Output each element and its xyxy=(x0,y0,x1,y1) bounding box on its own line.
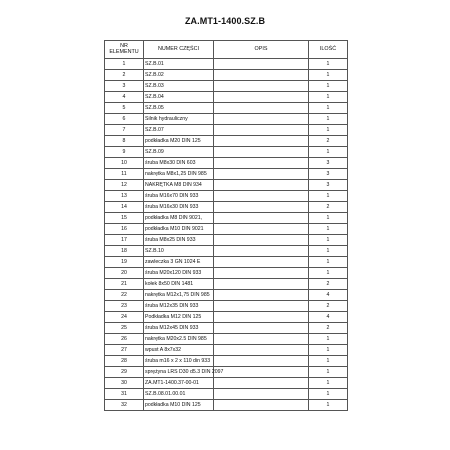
table-row xyxy=(105,169,348,180)
table-body xyxy=(105,59,348,411)
part-number-cell: SZ.B.02 xyxy=(144,70,214,81)
description-cell xyxy=(214,169,309,180)
part-number-cell: sprężyna LRS D30 d5.3 DIN 2097 xyxy=(144,367,214,378)
row-number-cell: 2 xyxy=(105,70,144,81)
table-row xyxy=(105,125,348,136)
description-cell xyxy=(214,246,309,257)
quantity-cell: 1 xyxy=(309,235,348,246)
description-cell xyxy=(214,224,309,235)
column-header-quantity: ILOŚĆ xyxy=(309,41,348,59)
part-number-cell: nakrętka M12x1,75 DIN 985 xyxy=(144,290,214,301)
description-cell xyxy=(214,268,309,279)
quantity-cell: 1 xyxy=(309,92,348,103)
table-row xyxy=(105,367,348,378)
description-cell xyxy=(214,103,309,114)
part-number-cell: nakrętka M20x2.5 DIN 985 xyxy=(144,334,214,345)
part-number-cell: wpust A 8x7x32 xyxy=(144,345,214,356)
quantity-cell: 1 xyxy=(309,334,348,345)
description-cell xyxy=(214,92,309,103)
column-header-nr: NR ELEMENTU xyxy=(105,41,144,59)
table-row xyxy=(105,81,348,92)
table-row xyxy=(105,257,348,268)
quantity-cell: 1 xyxy=(309,378,348,389)
document-title: ZA.MT1-1400.SZ.B xyxy=(184,16,266,26)
description-cell xyxy=(214,235,309,246)
column-header-part-number: NUMER CZĘŚCI xyxy=(144,41,214,59)
row-number-cell: 22 xyxy=(105,290,144,301)
quantity-cell: 2 xyxy=(309,323,348,334)
quantity-cell: 1 xyxy=(309,345,348,356)
row-number-cell: 27 xyxy=(105,345,144,356)
part-number-cell: SZ.B.10 xyxy=(144,246,214,257)
description-cell xyxy=(214,389,309,400)
part-number-cell: SZ.B.03 xyxy=(144,81,214,92)
part-number-cell: podkładka M8 DIN 9021, xyxy=(144,213,214,224)
part-number-cell: śruba M12x35 DIN 933 xyxy=(144,301,214,312)
row-number-cell: 14 xyxy=(105,202,144,213)
description-cell xyxy=(214,125,309,136)
description-cell xyxy=(214,378,309,389)
part-number-cell: zawleczka 3 GN 1024 E xyxy=(144,257,214,268)
table-row xyxy=(105,323,348,334)
description-cell xyxy=(214,290,309,301)
quantity-cell: 1 xyxy=(309,103,348,114)
row-number-cell: 26 xyxy=(105,334,144,345)
quantity-cell: 1 xyxy=(309,257,348,268)
quantity-cell: 3 xyxy=(309,180,348,191)
quantity-cell: 1 xyxy=(309,70,348,81)
row-number-cell: 23 xyxy=(105,301,144,312)
row-number-cell: 1 xyxy=(105,59,144,70)
row-number-cell: 3 xyxy=(105,81,144,92)
quantity-cell: 1 xyxy=(309,213,348,224)
description-cell xyxy=(214,202,309,213)
table-row xyxy=(105,158,348,169)
column-header-description: OPIS xyxy=(214,41,309,59)
quantity-cell: 1 xyxy=(309,224,348,235)
row-number-cell: 9 xyxy=(105,147,144,158)
quantity-cell: 1 xyxy=(309,147,348,158)
row-number-cell: 15 xyxy=(105,213,144,224)
table-row xyxy=(105,103,348,114)
part-number-cell: podkładka M10 DIN 9021 xyxy=(144,224,214,235)
part-number-cell: Silnik hydrauliczny xyxy=(144,114,214,125)
description-cell xyxy=(214,136,309,147)
quantity-cell: 3 xyxy=(309,158,348,169)
part-number-cell: śruba M12x45 DIN 933 xyxy=(144,323,214,334)
quantity-cell: 1 xyxy=(309,367,348,378)
row-number-cell: 12 xyxy=(105,180,144,191)
row-number-cell: 30 xyxy=(105,378,144,389)
table-row xyxy=(105,70,348,81)
table-row xyxy=(105,92,348,103)
part-number-cell: śruba M20x120 DIN 933 xyxy=(144,268,214,279)
description-cell xyxy=(214,356,309,367)
part-number-cell: śruba M8x30 DIN 603 xyxy=(144,158,214,169)
part-number-cell: ZA.MT1-1400.37-00-01 xyxy=(144,378,214,389)
part-number-cell: SZ.B.04 xyxy=(144,92,214,103)
table-row xyxy=(105,389,348,400)
row-number-cell: 20 xyxy=(105,268,144,279)
row-number-cell: 32 xyxy=(105,400,144,411)
description-cell xyxy=(214,367,309,378)
table-row xyxy=(105,213,348,224)
quantity-cell: 2 xyxy=(309,136,348,147)
description-cell xyxy=(214,400,309,411)
quantity-cell: 2 xyxy=(309,202,348,213)
quantity-cell: 1 xyxy=(309,356,348,367)
table-row xyxy=(105,356,348,367)
description-cell xyxy=(214,81,309,92)
description-cell xyxy=(214,257,309,268)
quantity-cell: 1 xyxy=(309,81,348,92)
description-cell xyxy=(214,301,309,312)
row-number-cell: 8 xyxy=(105,136,144,147)
table-row xyxy=(105,301,348,312)
row-number-cell: 11 xyxy=(105,169,144,180)
quantity-cell: 1 xyxy=(309,59,348,70)
description-cell xyxy=(214,323,309,334)
row-number-cell: 6 xyxy=(105,114,144,125)
row-number-cell: 28 xyxy=(105,356,144,367)
part-number-cell: śruba M16x30 DIN 933 xyxy=(144,202,214,213)
row-number-cell: 25 xyxy=(105,323,144,334)
row-number-cell: 24 xyxy=(105,312,144,323)
part-number-cell: nakrętka M8x1,25 DIN 985 xyxy=(144,169,214,180)
part-number-cell: śruba M8x25 DIN 933 xyxy=(144,235,214,246)
row-number-cell: 5 xyxy=(105,103,144,114)
row-number-cell: 19 xyxy=(105,257,144,268)
part-number-cell: podkładka M10 DIN 125 xyxy=(144,400,214,411)
description-cell xyxy=(214,180,309,191)
description-cell xyxy=(214,334,309,345)
description-cell xyxy=(214,114,309,125)
row-number-cell: 18 xyxy=(105,246,144,257)
table-row xyxy=(105,202,348,213)
table-row xyxy=(105,191,348,202)
table-row xyxy=(105,400,348,411)
table-row xyxy=(105,290,348,301)
table-row xyxy=(105,279,348,290)
row-number-cell: 17 xyxy=(105,235,144,246)
quantity-cell: 1 xyxy=(309,191,348,202)
quantity-cell: 4 xyxy=(309,312,348,323)
part-number-cell: SZ.B.07 xyxy=(144,125,214,136)
quantity-cell: 1 xyxy=(309,114,348,125)
description-cell xyxy=(214,147,309,158)
parts-list-table xyxy=(104,40,348,411)
quantity-cell: 4 xyxy=(309,290,348,301)
quantity-cell: 1 xyxy=(309,389,348,400)
description-cell xyxy=(214,158,309,169)
part-number-cell: SZ.B.08.01.00.01 xyxy=(144,389,214,400)
quantity-cell: 1 xyxy=(309,125,348,136)
table-row xyxy=(105,312,348,323)
row-number-cell: 21 xyxy=(105,279,144,290)
table-row xyxy=(105,114,348,125)
description-cell xyxy=(214,70,309,81)
row-number-cell: 13 xyxy=(105,191,144,202)
part-number-cell: Podkładka M12 DIN 125 xyxy=(144,312,214,323)
table-row xyxy=(105,334,348,345)
table-row xyxy=(105,147,348,158)
description-cell xyxy=(214,345,309,356)
description-cell xyxy=(214,59,309,70)
part-number-cell: kołek 8x50 DIN 1481 xyxy=(144,279,214,290)
table-row xyxy=(105,378,348,389)
quantity-cell: 1 xyxy=(309,246,348,257)
description-cell xyxy=(214,213,309,224)
row-number-cell: 29 xyxy=(105,367,144,378)
part-number-cell: SZ.B.01 xyxy=(144,59,214,70)
part-number-cell: podkładka M20 DIN 125 xyxy=(144,136,214,147)
table-row xyxy=(105,345,348,356)
table-row xyxy=(105,224,348,235)
table-row xyxy=(105,268,348,279)
quantity-cell: 2 xyxy=(309,279,348,290)
table-row xyxy=(105,246,348,257)
row-number-cell: 31 xyxy=(105,389,144,400)
part-number-cell: śruba M16x70 DIN 933 xyxy=(144,191,214,202)
part-number-cell: SZ.B.09 xyxy=(144,147,214,158)
quantity-cell: 1 xyxy=(309,268,348,279)
table-row xyxy=(105,59,348,70)
table-row xyxy=(105,235,348,246)
description-cell xyxy=(214,312,309,323)
row-number-cell: 7 xyxy=(105,125,144,136)
description-cell xyxy=(214,279,309,290)
table-row xyxy=(105,180,348,191)
part-number-cell: śruba m16 x 2 x 110 din 933 xyxy=(144,356,214,367)
description-cell xyxy=(214,191,309,202)
quantity-cell: 2 xyxy=(309,301,348,312)
row-number-cell: 4 xyxy=(105,92,144,103)
part-number-cell: NAKRĘTKA M8 DIN 934 xyxy=(144,180,214,191)
row-number-cell: 16 xyxy=(105,224,144,235)
quantity-cell: 3 xyxy=(309,169,348,180)
quantity-cell: 1 xyxy=(309,400,348,411)
table-row xyxy=(105,136,348,147)
part-number-cell: SZ.B.05 xyxy=(144,103,214,114)
table-header-row xyxy=(105,41,348,59)
row-number-cell: 10 xyxy=(105,158,144,169)
